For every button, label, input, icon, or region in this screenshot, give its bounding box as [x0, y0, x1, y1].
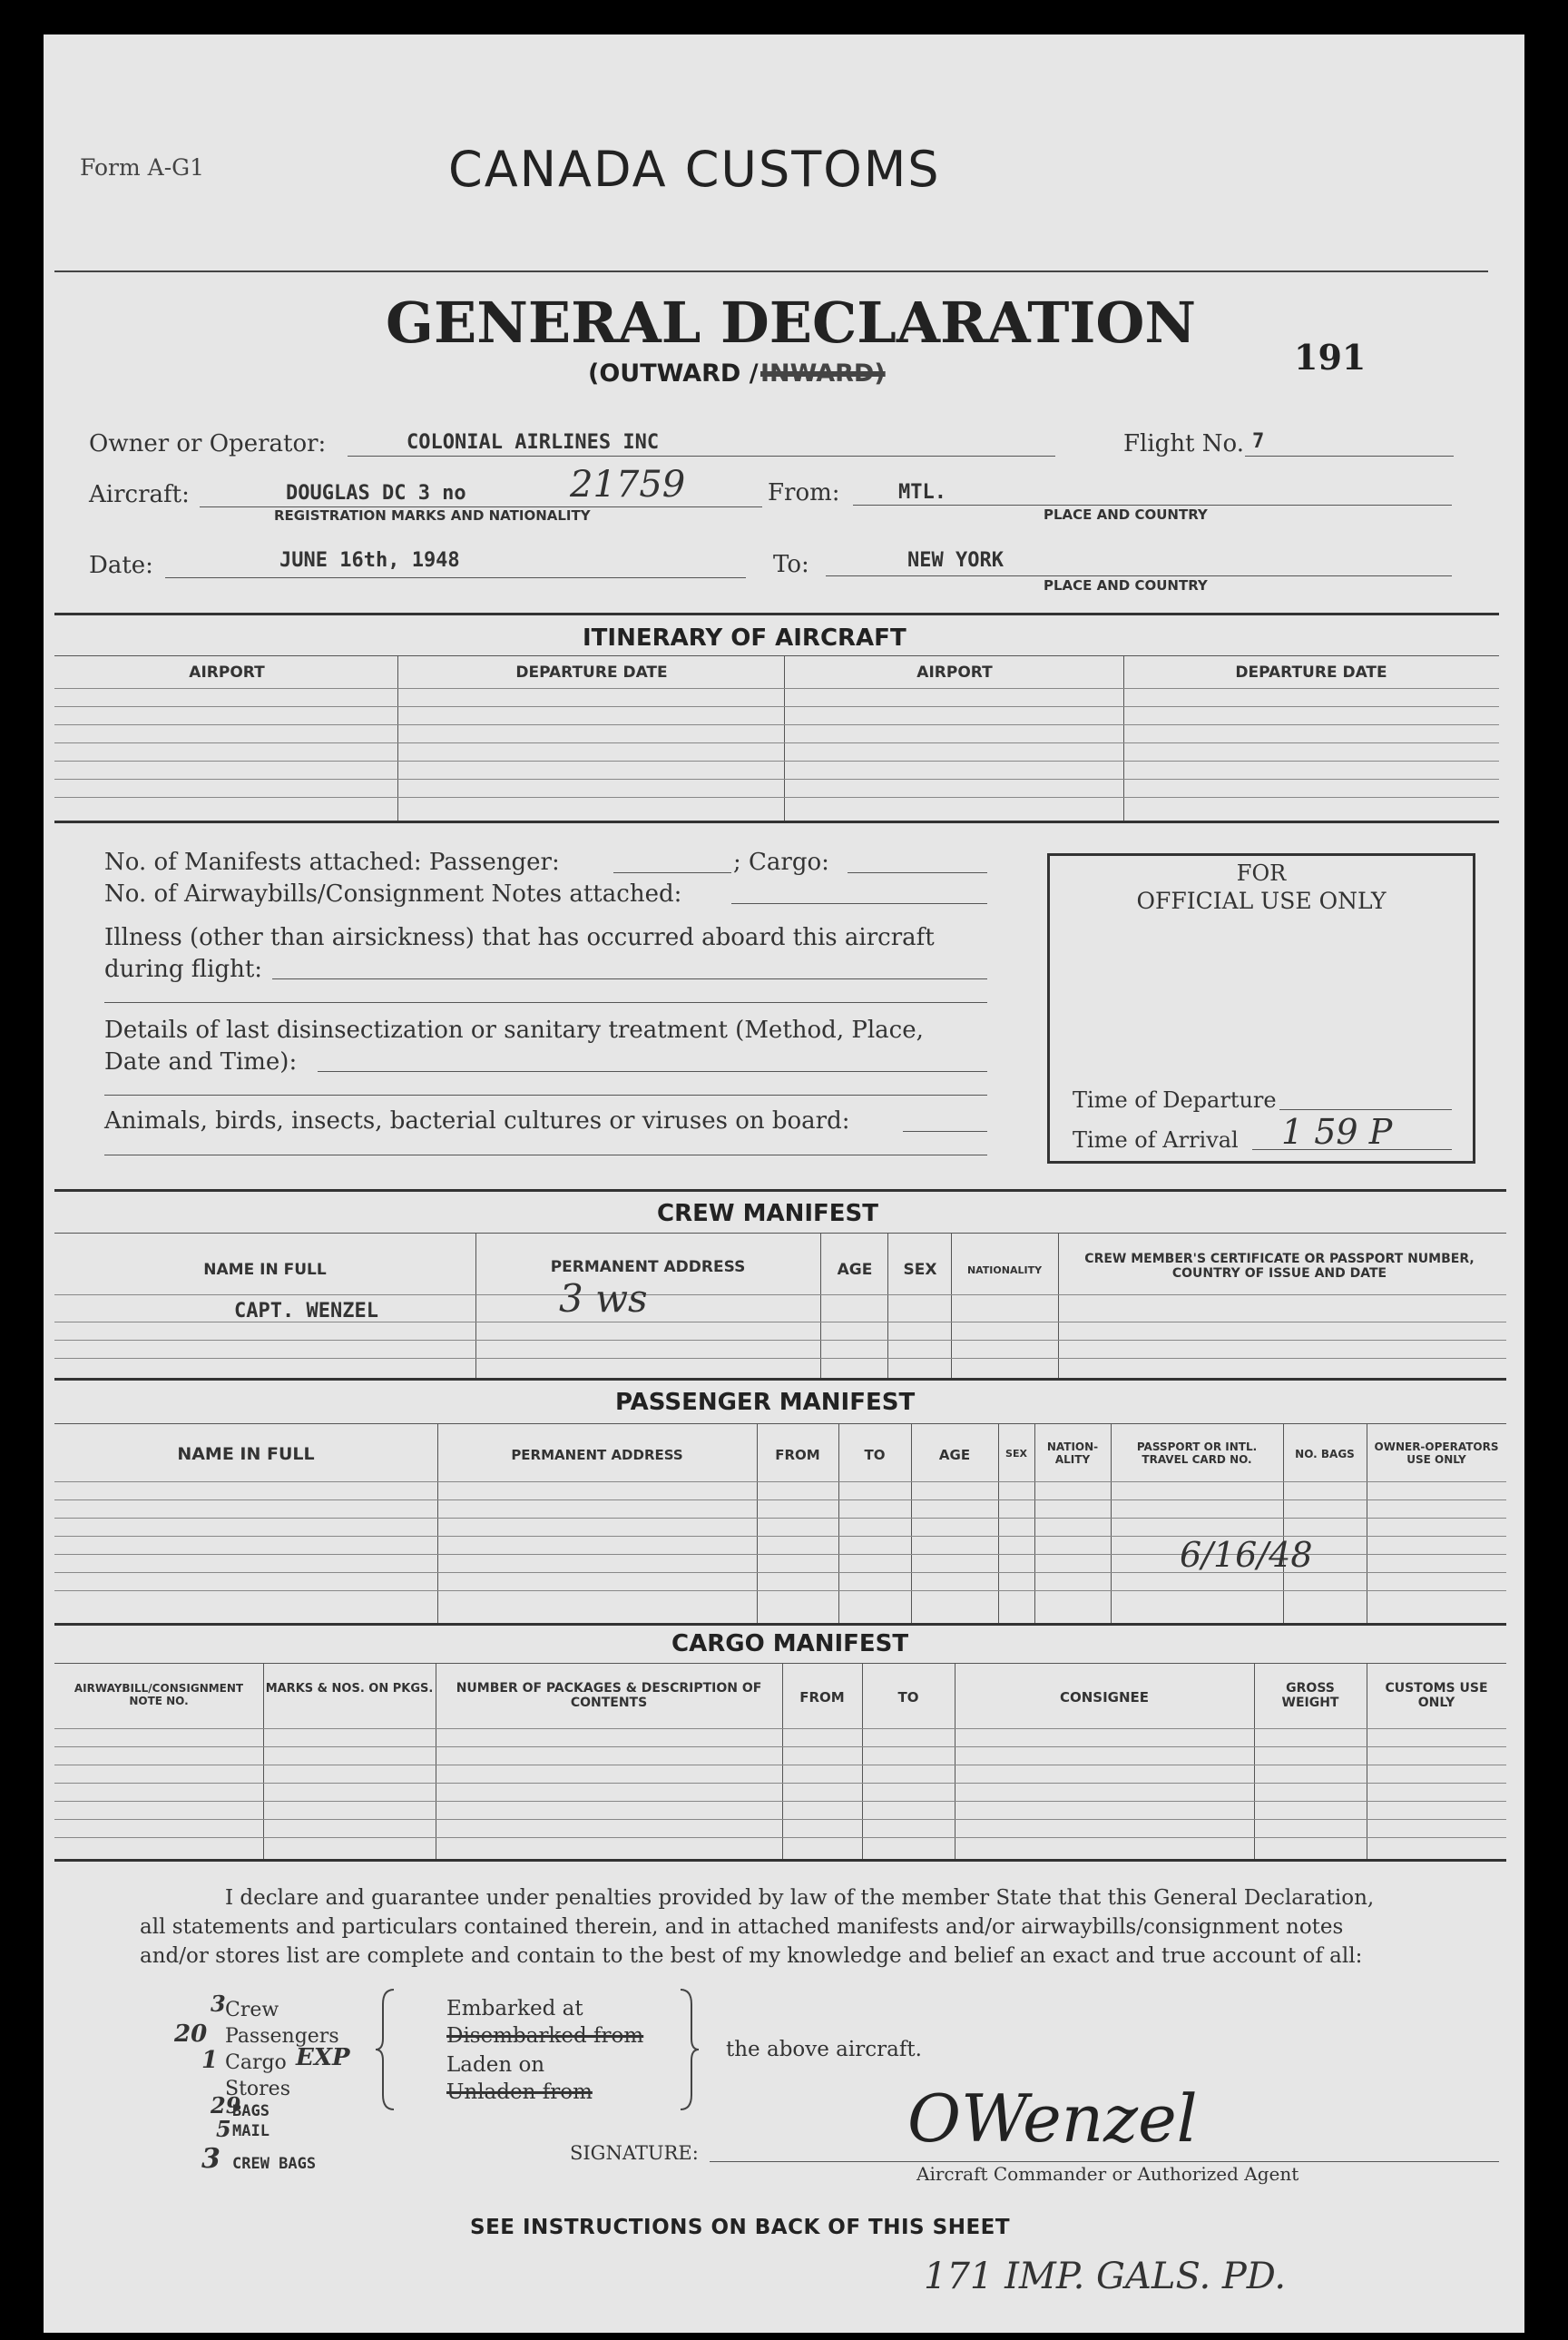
direction-outward: (OUTWARD / [588, 359, 759, 388]
cargo-col-divider [862, 1663, 863, 1859]
time-of-departure-line [1279, 1109, 1452, 1110]
disembarked-from: Disembarked from [446, 2024, 644, 2048]
itinerary-header-departure-2: DEPARTURE DATE [1235, 664, 1387, 682]
itinerary-row-line [54, 797, 1499, 798]
cargo-manifest-title: CARGO MANIFEST [671, 1630, 909, 1657]
crew-count-label: Crew [225, 1999, 279, 2021]
cargo-row-line [54, 1801, 1506, 1802]
passengers-count-label: Passengers [225, 2025, 339, 2048]
crew-row-line [54, 1358, 1506, 1359]
itinerary-row-line [54, 779, 1499, 780]
passenger-col-divider [998, 1423, 999, 1623]
bags-label: BAGS [232, 2102, 270, 2120]
passenger-header-from: FROM [775, 1447, 820, 1463]
cargo-count: 1 [201, 2047, 219, 2074]
aircraft-label: Aircraft: [89, 481, 190, 508]
stores-count-label: Stores [225, 2078, 290, 2100]
passenger-manifest-title: PASSENGER MANIFEST [615, 1389, 916, 1416]
airwaybills-label: No. of Airwaybills/Consignment Notes attached: [104, 880, 682, 908]
official-use-only: OFFICIAL USE ONLY [1136, 888, 1387, 914]
declaration-line-2: all statements and particulars contained therein, and in attached manifests and/or airwaybills/consignment notes [140, 1915, 1344, 1939]
form-id: Form A-G1 [80, 154, 205, 181]
right-brace-icon [675, 1986, 702, 2113]
illness-label: Illness (other than airsickness) that has occurred aboard this aircraft [104, 924, 935, 951]
aircraft-number: 21759 [570, 464, 686, 506]
cargo-bottom-rule [54, 1859, 1506, 1862]
cargo-row-line [54, 1746, 1506, 1747]
time-of-arrival-label: Time of Arrival [1073, 1127, 1239, 1153]
passengers-count: 20 [174, 2020, 208, 2048]
itinerary-header-departure-1: DEPARTURE DATE [515, 664, 668, 682]
crew-row1-name: CAPT. WENZEL [234, 1300, 378, 1322]
cargo-header-to: TO [897, 1689, 919, 1706]
animals-line [903, 1131, 987, 1132]
header-divider [54, 270, 1488, 272]
illness-line-2 [104, 1002, 987, 1003]
passenger-col-divider [1283, 1423, 1284, 1623]
agency-title: CANADA CUSTOMS [448, 141, 941, 198]
cargo-header-marks: MARKS & NOS. ON PKGS. [265, 1682, 434, 1696]
itinerary-bottom-rule [54, 821, 1499, 823]
passenger-row-line [54, 1590, 1506, 1591]
crew-header-nationality: NATIONALITY [966, 1264, 1043, 1276]
passenger-header-sex: SEX [1005, 1448, 1027, 1460]
crew-col-divider [820, 1233, 821, 1378]
declaration-line-3: and/or stores list are complete and contain to the best of my knowledge and belief an exact and true account of all: [140, 1944, 1363, 1968]
itinerary-row-line [54, 724, 1499, 725]
passenger-header-passport: PASSPORT OR INTL. TRAVEL CARD NO. [1136, 1440, 1258, 1466]
cargo-header-gross-weight: GROSS WEIGHT [1281, 1681, 1339, 1711]
from-line [853, 505, 1452, 506]
flight-line [1245, 456, 1454, 457]
cargo-header-from: FROM [799, 1689, 845, 1706]
crew-col-divider [475, 1233, 476, 1378]
owner-line [348, 456, 1055, 457]
crew-header-sex: SEX [903, 1261, 937, 1279]
passenger-row-line [54, 1518, 1506, 1519]
cargo-header-customs-use: CUSTOMS USE ONLY [1385, 1681, 1488, 1711]
crew-header-address: PERMANENT ADDRESS [550, 1258, 746, 1276]
flight-value: 7 [1252, 430, 1265, 453]
unladen-from: Unladen from [446, 2080, 593, 2104]
date-line [165, 577, 746, 578]
illness-line [272, 978, 987, 979]
official-for: FOR [1236, 860, 1287, 886]
left-brace-icon [372, 1986, 399, 2113]
instructions-footer: SEE INSTRUCTIONS ON BACK OF THIS SHEET [470, 2216, 1011, 2239]
disinsect-label-2: Date and Time): [104, 1048, 298, 1076]
crew-bags-label: CREW BAGS [232, 2155, 317, 2173]
passenger-top-rule [54, 1378, 1506, 1381]
cargo-col-divider [782, 1663, 783, 1859]
passenger-title-rule [54, 1423, 1506, 1424]
airwaybills-line [731, 903, 987, 904]
registration-caption: REGISTRATION MARKS AND NATIONALITY [274, 507, 591, 524]
passenger-handwritten-date: 6/16/48 [1180, 1535, 1313, 1575]
signature-value: OWenzel [907, 2080, 1198, 2157]
cargo-header-packages: NUMBER OF PACKAGES & DESCRIPTION OF CONTENTS [456, 1681, 762, 1711]
cargo-note: EXP [296, 2044, 350, 2071]
direction-inward: INWARD) [760, 359, 886, 388]
passenger-col-divider [1034, 1423, 1035, 1623]
cargo-count-line [848, 872, 987, 873]
passenger-count-line [613, 872, 731, 873]
itinerary-top-rule [54, 613, 1499, 615]
crew-header-name: NAME IN FULL [203, 1261, 327, 1279]
cargo-col-divider [1254, 1663, 1255, 1859]
signature-line [710, 2161, 1499, 2162]
itinerary-header-airport-2: AIRPORT [916, 664, 993, 682]
aircraft-value: DOUGLAS DC 3 no [286, 482, 466, 505]
cargo-title-rule [54, 1663, 1506, 1664]
itinerary-row-line [54, 688, 1499, 689]
cargo-col-divider [955, 1663, 956, 1859]
passenger-header-bags: NO. BAGS [1295, 1448, 1355, 1460]
cargo-row-line [54, 1728, 1506, 1729]
crew-manifest-title: CREW MANIFEST [657, 1200, 879, 1227]
crew-col-divider [887, 1233, 888, 1378]
embarked-at: Embarked at [446, 1997, 583, 2020]
passenger-header-address: PERMANENT ADDRESS [511, 1447, 683, 1463]
time-of-arrival-value: 1 59 P [1281, 1112, 1393, 1152]
signature-label: SIGNATURE: [570, 2142, 699, 2164]
cargo-header-airwaybill: AIRWAYBILL/CONSIGNMENT NOTE NO. [74, 1682, 244, 1707]
mail-count: 5 [216, 2116, 231, 2142]
itinerary-row-line [54, 761, 1499, 762]
place-country-caption-1: PLACE AND COUNTRY [1044, 506, 1208, 523]
cargo-row-line [54, 1783, 1506, 1784]
bags-count: 29 [211, 2092, 241, 2119]
disinsect-line-2 [104, 1095, 987, 1096]
disinsect-line [318, 1071, 987, 1072]
to-label: To: [773, 551, 809, 578]
above-aircraft: the above aircraft. [726, 2038, 922, 2061]
crew-row1-address: 3 ws [559, 1276, 648, 1321]
crew-top-rule [54, 1189, 1506, 1192]
cargo-count-label: ; Cargo: [733, 849, 829, 876]
crew-header-certificate: CREW MEMBER'S CERTIFICATE OR PASSPORT NUMBER, COUNTRY OF ISSUE AND DATE [1084, 1252, 1475, 1282]
itinerary-col-divider-2 [784, 655, 785, 821]
crew-col-divider [951, 1233, 952, 1378]
crew-header-age: AGE [837, 1261, 873, 1279]
page-title: GENERAL DECLARATION [386, 290, 1197, 356]
cargo-col-divider [263, 1663, 264, 1859]
place-country-caption-2: PLACE AND COUNTRY [1044, 577, 1208, 594]
itinerary-row-line [54, 742, 1499, 743]
cargo-row-line [54, 1837, 1506, 1838]
cargo-header-consignee: CONSIGNEE [1059, 1689, 1150, 1706]
crew-row-line [54, 1294, 1506, 1295]
passenger-col-divider [757, 1423, 758, 1623]
passenger-header-age: AGE [938, 1447, 971, 1463]
passenger-col-divider [1111, 1423, 1112, 1623]
declaration-line-1: I declare and guarantee under penalties provided by law of the member State that this General Declaration, [225, 1886, 1375, 1910]
cargo-row-line [54, 1819, 1506, 1820]
passenger-col-divider [911, 1423, 912, 1623]
crew-count: 3 [211, 1991, 226, 2017]
crew-row-line [54, 1340, 1506, 1341]
owner-label: Owner or Operator: [89, 430, 327, 457]
itinerary-col-divider-3 [1123, 655, 1124, 821]
passenger-row-line [54, 1481, 1506, 1482]
cargo-top-rule [54, 1623, 1506, 1626]
passenger-col-divider [437, 1423, 438, 1623]
to-value: NEW YORK [907, 549, 1004, 572]
passenger-header-nationality: NATION-ALITY [1046, 1440, 1099, 1466]
passenger-row-line [54, 1499, 1506, 1500]
signature-caption: Aircraft Commander or Authorized Agent [916, 2163, 1299, 2185]
crew-bags-count: 3 [201, 2143, 220, 2175]
cargo-count-label: Cargo [225, 2051, 287, 2074]
from-value: MTL. [898, 481, 946, 504]
from-label: From: [768, 479, 840, 506]
itinerary-header-airport-1: AIRPORT [189, 664, 265, 682]
owner-value: COLONIAL AIRLINES INC [407, 431, 660, 454]
itinerary-col-divider-1 [397, 655, 398, 821]
time-of-departure-label: Time of Departure [1073, 1087, 1277, 1113]
passenger-col-divider [838, 1423, 839, 1623]
passenger-header-name: NAME IN FULL [177, 1444, 315, 1464]
passenger-header-to: TO [864, 1447, 886, 1463]
animals-label: Animals, birds, insects, bacterial cultures or viruses on board: [104, 1107, 850, 1135]
crew-col-divider [1058, 1233, 1059, 1378]
date-value: JUNE 16th, 1948 [279, 549, 460, 572]
flight-label: Flight No. [1123, 430, 1244, 457]
mail-label: MAIL [232, 2122, 270, 2140]
to-line [826, 575, 1452, 576]
laden-on: Laden on [446, 2053, 545, 2077]
date-label: Date: [89, 552, 153, 579]
doc-number: 191 [1294, 337, 1367, 378]
itinerary-title-rule [54, 655, 1499, 656]
illness-label-2: during flight: [104, 956, 263, 983]
manifests-label: No. of Manifests attached: Passenger: [104, 849, 560, 876]
crew-title-rule [54, 1233, 1506, 1234]
disinsect-label: Details of last disinsectization or sanitary treatment (Method, Place, [104, 1017, 924, 1044]
itinerary-row-line [54, 706, 1499, 707]
bottom-handwritten-note: 171 IMP. GALS. PD. [924, 2256, 1287, 2297]
passenger-header-owner-use: OWNER-OPERATORS USE ONLY [1374, 1440, 1499, 1466]
itinerary-title: ITINERARY OF AIRCRAFT [583, 624, 906, 652]
